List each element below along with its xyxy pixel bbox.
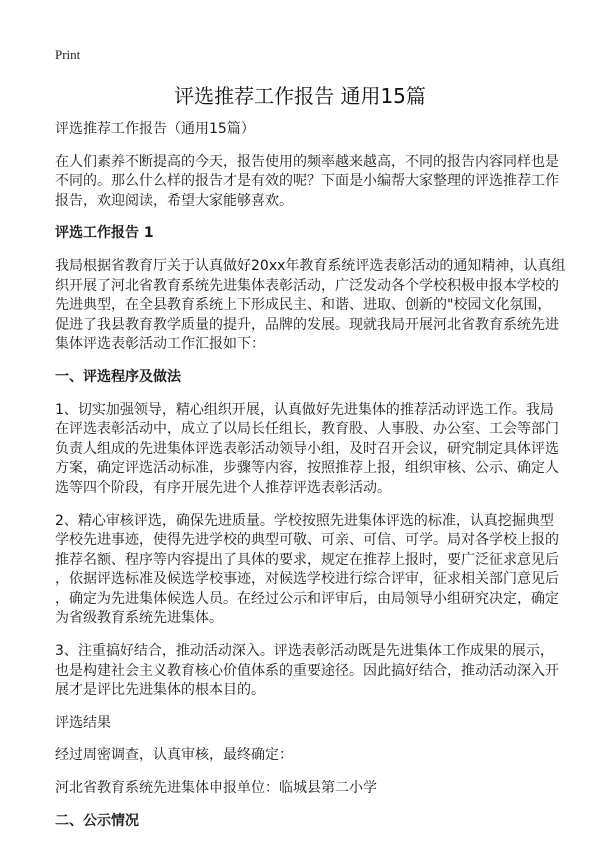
- text-line: 评选结果: [55, 714, 111, 731]
- text-line: 在人们素养不断提高的今天，报告使用的频率越来越高，不同的报告内容同样也是: [55, 153, 559, 170]
- paragraph: [55, 401, 559, 499]
- document-body: [55, 120, 566, 844]
- paragraph: [55, 153, 559, 212]
- text-line: 我局根据省教育厅关于认真做好20xx年教育系统评选表彰活动的通知精神，认真组: [55, 257, 566, 274]
- paragraph: [55, 512, 559, 630]
- section-heading: [55, 368, 555, 388]
- text-line: 河北省教育系统先进集体申报单位：临城县第二小学: [55, 780, 377, 797]
- text-line: 报告，欢迎阅读，希望大家能够喜欢。: [55, 192, 293, 209]
- section-heading: [55, 812, 555, 832]
- document-title: 评选推荐工作报告 通用15篇: [174, 84, 426, 108]
- text-line: 为省级教育系统先进集体。: [55, 610, 223, 627]
- text-line: 在评选表彰活动中，成立了以局长任组长，教育股、人事股、办公室、工会等部门: [55, 421, 559, 438]
- text-line: 促进了我县教育教学质量的提升，品牌的发展。现就我局开展河北省教育系统先进: [55, 316, 559, 333]
- paragraph: [55, 746, 555, 766]
- text-line: 评选推荐工作报告（通用15篇）: [55, 121, 255, 137]
- paragraph: [55, 642, 559, 701]
- text-line: 经过周密调查，认真审核，最终确定：: [55, 747, 293, 764]
- text-line: 3、注重搞好结合，推动活动深入。评选表彰活动既是先进集体工作成果的展示，: [55, 643, 554, 660]
- text-line: 织开展了河北省教育系统先进集体表彰活动，广泛发动各个学校积极申报本学校的: [55, 277, 559, 294]
- text-line: 也是构建社会主义教育核心价值体系的重要途径。因此搞好结合，推动活动深入开: [55, 662, 559, 679]
- paragraph: [55, 779, 555, 799]
- text-line: 不同的。那么什么样的报告才是有效的呢？下面是小编帮大家整理的评选推荐工作: [55, 173, 559, 190]
- text-line: 学校先进事迹，使得先进学校的典型可敬、可亲、可信、可学。局对各学校上报的: [55, 532, 559, 549]
- text-line: ，依据评选标准及候选学校事迹，对候选学校进行综合评审，征求相关部门意见后: [55, 571, 559, 588]
- text-line: 先进典型，在全县教育系统上下形成民主、和谐、进取、创新的"校园文化氛围，: [55, 297, 552, 314]
- text-line: 展才是评比先进集体的根本目的。: [55, 682, 265, 699]
- text-line: 推荐名额、程序等内容提出了具体的要求，规定在推荐上报时，要广泛征求意见后: [55, 551, 559, 568]
- text-line: 选等四个阶段，有序开展先进个人推荐评选表彰活动。: [55, 479, 391, 496]
- text-line: 评选工作报告 1: [55, 225, 154, 242]
- text-line: 一、评选程序及做法: [55, 368, 181, 385]
- paragraph: [55, 120, 555, 140]
- text-line: ，确定为先进集体候选人员。在经过公示和评审后，由局领导小组研究决定，确定: [55, 590, 559, 607]
- text-line: 负责人组成的先进集体评选表彰活动领导小组，及时召开会议，研究制定具体评选: [55, 440, 559, 457]
- print-link[interactable]: Print: [55, 47, 81, 62]
- section-heading: [55, 224, 555, 244]
- paragraph: [55, 714, 555, 734]
- text-line: 2、精心审核评选，确保先进质量。学校按照先进集体评选的标准，认真挖掘典型: [55, 512, 554, 529]
- text-line: 方案，确定评选活动标准，步骤等内容，按照推荐上报，组织审核、公示、确定人: [55, 460, 559, 477]
- text-line: 1、切实加强领导，精心组织开展，认真做好先进集体的推荐活动评选工作。我局: [55, 401, 554, 418]
- text-line: 集体评选表彰活动工作汇报如下：: [55, 336, 265, 353]
- text-line: 二、公示情况: [55, 812, 139, 829]
- paragraph: [55, 257, 566, 355]
